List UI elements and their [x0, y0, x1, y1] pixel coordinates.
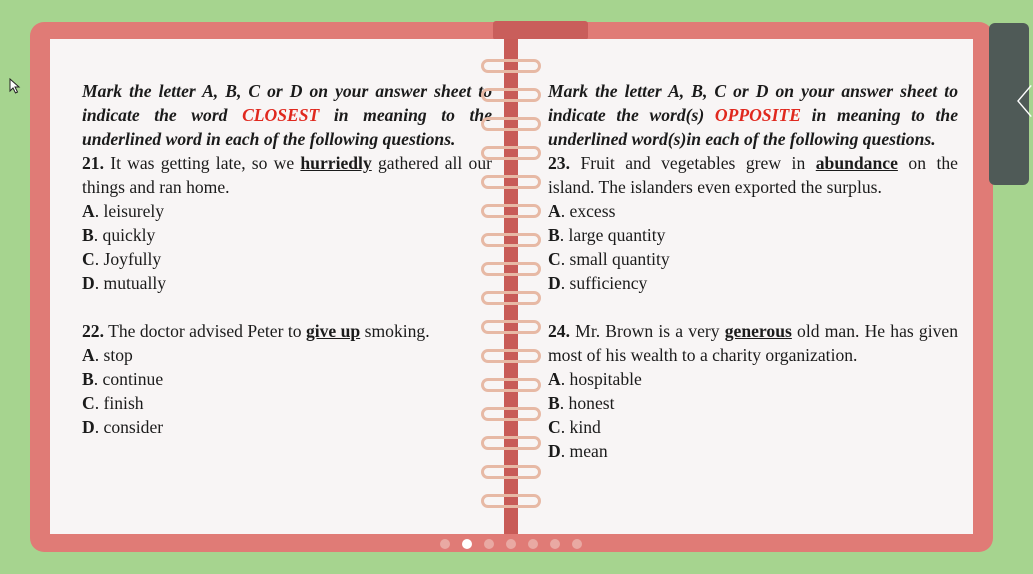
option-21-d[interactable]: D. mutually: [82, 273, 167, 293]
option-22-d[interactable]: D. consider: [82, 417, 164, 437]
underlined-word: give up: [305, 321, 361, 341]
spiral-ring: [481, 407, 541, 421]
option-23-b[interactable]: B. large quantity: [548, 225, 666, 245]
pagination-dot[interactable]: [484, 539, 494, 549]
pagination-dot[interactable]: [550, 539, 560, 549]
pagination-dot[interactable]: [506, 539, 516, 549]
option-24-b[interactable]: B. honest: [548, 393, 615, 413]
spiral-ring: [481, 291, 541, 305]
option-21-a[interactable]: A. leisurely: [82, 201, 165, 221]
option-24-c[interactable]: C. kind: [548, 417, 601, 437]
option-21-c[interactable]: C. Joyfully: [82, 249, 162, 269]
mouse-cursor-icon: [9, 78, 21, 94]
question-24: 24. Mr. Brown is a very generous old man. He has given most of his wealth to a charity organization.: [548, 321, 958, 365]
notebook: [30, 22, 993, 552]
spiral-ring: [481, 204, 541, 218]
spiral-ring: [481, 349, 541, 363]
underlined-word: hurriedly: [300, 153, 372, 173]
left-instruction: Mark the letter A, B, C or D on your answer sheet to indicate the word CLOSEST in meaning to the underlined word in each of the following questions.: [82, 81, 493, 149]
underlined-word: abundance: [815, 153, 898, 173]
right-instruction: Mark the letter A, B, C or D on your answer sheet to indicate the word(s) OPPOSITE in meaning to the underlined word(s)in each of the following questions.: [548, 81, 959, 149]
notebook-spine: [504, 39, 518, 534]
option-23-c[interactable]: C. small quantity: [548, 249, 670, 269]
pagination-dot[interactable]: [572, 539, 582, 549]
question-23: 23. Fruit and vegetables grew in abundance on the island. The islanders even exported the surplus.: [548, 153, 958, 197]
spiral-ring: [481, 88, 541, 102]
option-22-a[interactable]: A. stop: [82, 345, 133, 365]
spiral-ring: [481, 494, 541, 508]
spiral-ring: [481, 262, 541, 276]
underlined-word: generous: [724, 321, 792, 341]
option-23-a[interactable]: A. excess: [548, 201, 616, 221]
closest-keyword: CLOSEST: [242, 105, 320, 125]
spiral-ring: [481, 146, 541, 160]
pagination-dots: [440, 539, 582, 549]
binding-top: [493, 21, 588, 40]
question-21: 21. It was getting late, so we hurriedly gathered all our things and ran home.: [82, 153, 492, 197]
pagination-dot[interactable]: [440, 539, 450, 549]
option-21-b[interactable]: B. quickly: [82, 225, 156, 245]
spiral-ring: [481, 378, 541, 392]
spiral-ring: [481, 117, 541, 131]
option-24-a[interactable]: A. hospitable: [548, 369, 642, 389]
option-22-c[interactable]: C. finish: [82, 393, 144, 413]
spiral-ring: [481, 465, 541, 479]
option-22-b[interactable]: B. continue: [82, 369, 164, 389]
spiral-ring: [481, 59, 541, 73]
side-panel-toggle[interactable]: [989, 23, 1033, 185]
pagination-dot[interactable]: [462, 539, 472, 549]
question-22: 22. The doctor advised Peter to give up smoking.: [82, 321, 430, 341]
spiral-ring: [481, 436, 541, 450]
chevron-left-icon: 〈: [999, 83, 1033, 123]
pagination-dot[interactable]: [528, 539, 538, 549]
spiral-ring: [481, 175, 541, 189]
spiral-ring: [481, 320, 541, 334]
opposite-keyword: OPPOSITE: [714, 105, 801, 125]
right-page: [518, 39, 973, 534]
option-24-d[interactable]: D. mean: [548, 441, 608, 461]
option-23-d[interactable]: D. sufficiency: [548, 273, 648, 293]
spiral-ring: [481, 233, 541, 247]
left-page: [50, 39, 510, 534]
